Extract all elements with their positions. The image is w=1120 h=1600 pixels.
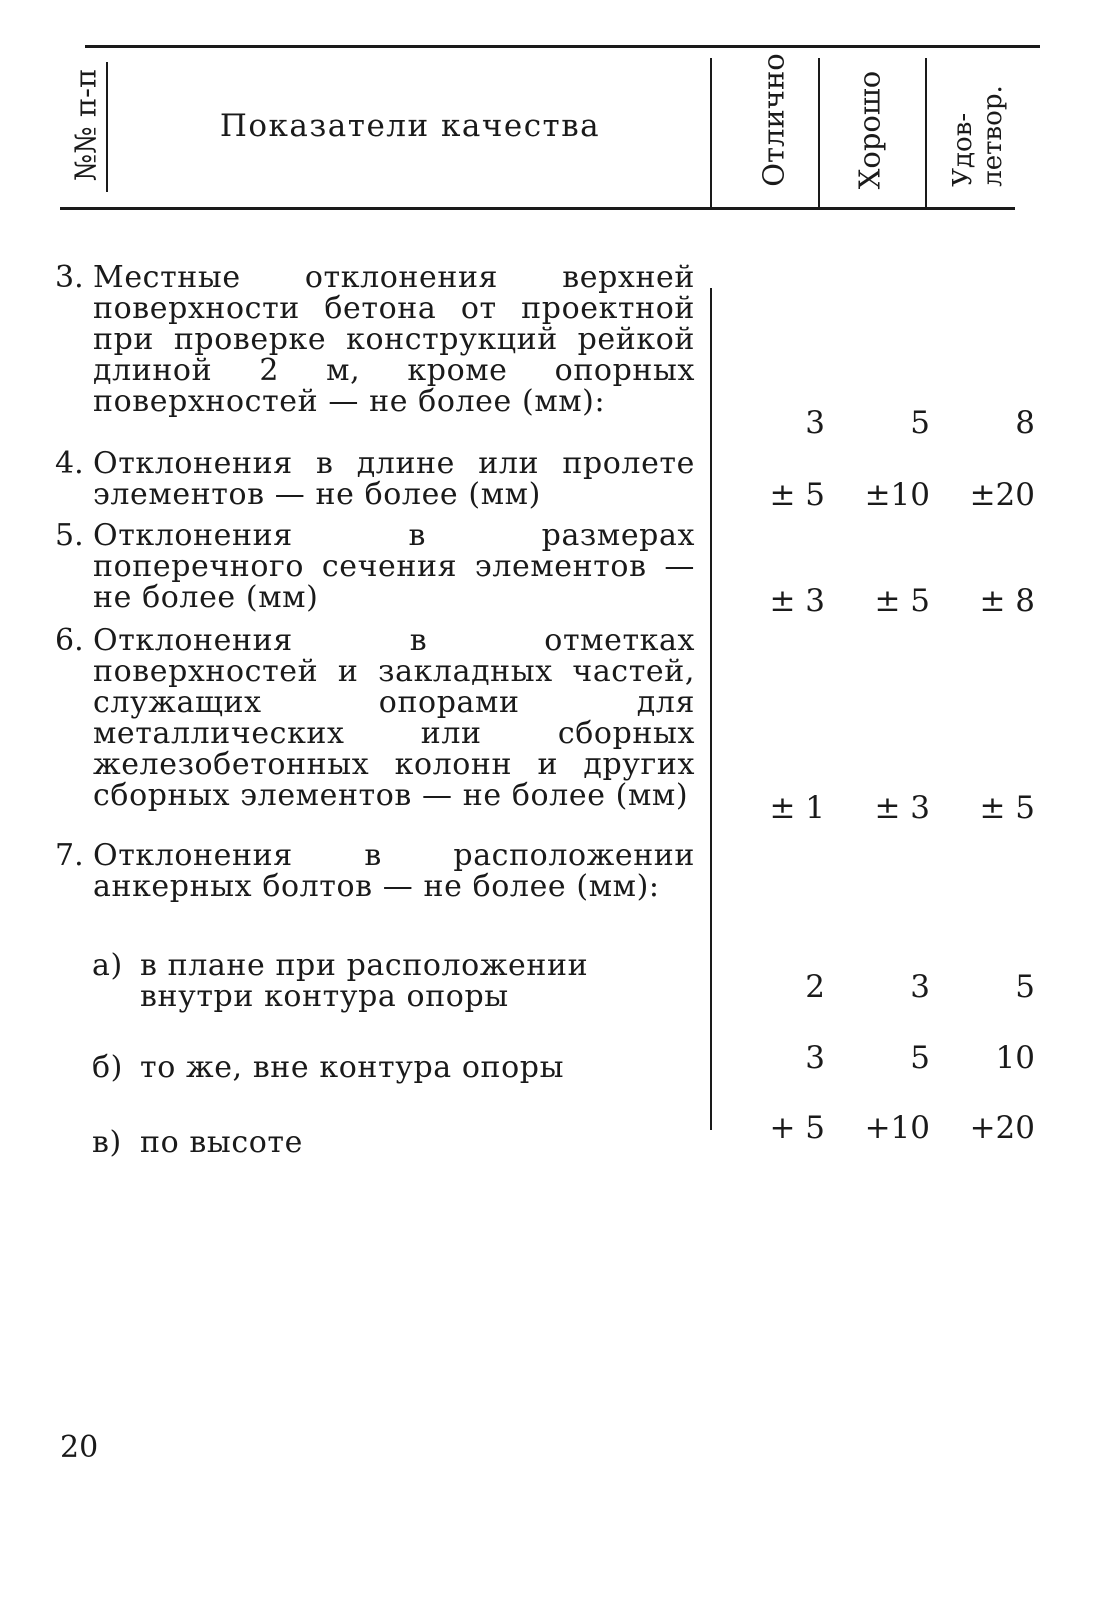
header-col-satisfactory-line2: летвор. bbox=[978, 85, 1008, 187]
page-number: 20 bbox=[60, 1430, 99, 1465]
subrow-text: то же, вне контура опоры bbox=[140, 1050, 565, 1085]
value-good: 5 bbox=[910, 405, 930, 441]
subrow-letter: в) bbox=[92, 1125, 122, 1160]
row-text: Отклонения в длине или пролете элементов — не более (мм) bbox=[93, 446, 695, 512]
header-divider-title bbox=[710, 58, 712, 208]
header-col-title: Показатели качества bbox=[219, 108, 601, 144]
value-excellent: 3 bbox=[805, 405, 825, 441]
table-row bbox=[55, 448, 695, 510]
header-divider-num bbox=[106, 62, 108, 192]
row-number: 6. bbox=[55, 623, 84, 658]
value-satisfactory: ±20 bbox=[969, 477, 1035, 513]
header-col-good: Хорошо bbox=[852, 70, 887, 190]
subrow-letter: б) bbox=[92, 1050, 123, 1085]
value-satisfactory: 10 bbox=[995, 1040, 1035, 1076]
value-satisfactory: ± 8 bbox=[979, 583, 1035, 619]
value-good: ± 5 bbox=[874, 583, 930, 619]
value-satisfactory: 5 bbox=[1015, 969, 1035, 1005]
header-col-excellent: Отлично bbox=[756, 53, 791, 187]
value-excellent: ± 3 bbox=[769, 583, 825, 619]
value-good: 3 bbox=[910, 969, 930, 1005]
value-satisfactory: 8 bbox=[1015, 405, 1035, 441]
row-text: Отклонения в размерах поперечного сечения элементов — не более (мм) bbox=[93, 518, 695, 615]
header-divider-good bbox=[925, 58, 927, 208]
value-good: ±10 bbox=[864, 477, 930, 513]
value-good: 5 bbox=[910, 1040, 930, 1076]
header-col-satisfactory bbox=[948, 85, 1008, 187]
table-subrow bbox=[92, 950, 696, 1012]
header-col-satisfactory-line1: Удов- bbox=[948, 112, 978, 187]
table-row bbox=[55, 262, 695, 417]
row-number: 5. bbox=[55, 518, 84, 553]
header-bottom-rule bbox=[60, 207, 1015, 210]
value-satisfactory: +20 bbox=[969, 1110, 1035, 1146]
row-number: 3. bbox=[55, 260, 84, 295]
table-row bbox=[55, 520, 695, 613]
value-good: ± 3 bbox=[874, 790, 930, 826]
value-excellent: ± 1 bbox=[769, 790, 825, 826]
table-subrow bbox=[92, 1052, 696, 1083]
row-text: Отклонения в отметках поверхностей и закладных частей, служащих опорами для металлических или сборных железобетонных колонн и других сборных элементов — не более (мм) bbox=[93, 623, 695, 813]
body-divider bbox=[710, 288, 712, 1130]
row-number: 7. bbox=[55, 838, 84, 873]
value-good: +10 bbox=[864, 1110, 930, 1146]
value-excellent: + 5 bbox=[769, 1110, 825, 1146]
table-row bbox=[55, 625, 695, 811]
subrow-letter: а) bbox=[92, 948, 123, 983]
header-top-rule bbox=[85, 45, 1040, 48]
subrow-text: в плане при расположении внутри контура опоры bbox=[140, 948, 589, 1014]
row-number: 4. bbox=[55, 446, 84, 481]
table-subrow bbox=[92, 1127, 696, 1158]
row-text: Отклонения в расположении анкерных болтов — не более (мм): bbox=[93, 838, 695, 904]
value-excellent: 2 bbox=[805, 969, 825, 1005]
row-text: Местные отклонения верхней поверхности бетона от проектной при проверке конструкций рейкой длиной 2 м, кроме опорных поверхностей — не более (мм): bbox=[93, 260, 695, 419]
header-divider-excellent bbox=[818, 58, 820, 208]
table-row bbox=[55, 840, 695, 902]
subrow-text: по высоте bbox=[140, 1125, 303, 1160]
value-excellent: 3 bbox=[805, 1040, 825, 1076]
value-satisfactory: ± 5 bbox=[979, 790, 1035, 826]
value-excellent: ± 5 bbox=[769, 477, 825, 513]
header-col-num: №№ п-п bbox=[68, 68, 103, 182]
